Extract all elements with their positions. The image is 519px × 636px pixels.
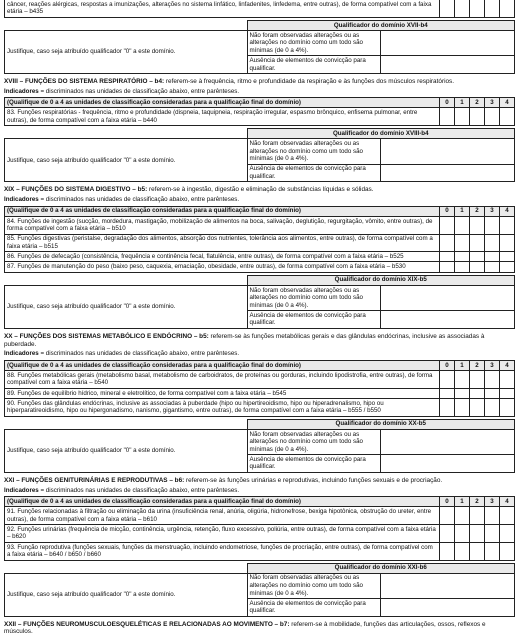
item-text: 84. Funções de ingestão (sucção, mordedura, mastigação, mobilização de alimentos na boca, salivação, deglutição, regurgitação, vômito, entre outras), de forma compatível com a faixa etária – b510 xyxy=(5,216,440,234)
score-cell[interactable] xyxy=(485,234,500,252)
item-text: 87. Funções de manutenção do peso (baixo peso, caquexia, emaciação, obesidade, entre outras), de forma compatível com a faixa etária – b530 xyxy=(5,262,440,272)
score-cell[interactable] xyxy=(500,262,515,272)
domain-section xyxy=(4,78,515,182)
score-cell[interactable] xyxy=(485,262,500,272)
option-checkbox[interactable] xyxy=(381,598,515,616)
score-cell[interactable] xyxy=(485,108,500,126)
score-header: 4 xyxy=(500,206,515,216)
sections-container xyxy=(4,78,515,617)
option-no-evidence[interactable]: Ausência de elementos de convicção para qualificar. xyxy=(247,56,381,74)
score-cell[interactable] xyxy=(485,542,500,560)
score-cell[interactable] xyxy=(470,542,485,560)
score-header: 4 xyxy=(500,98,515,108)
score-cell[interactable] xyxy=(440,262,455,272)
option-checkbox[interactable] xyxy=(381,30,515,55)
table-row xyxy=(5,234,515,252)
score-cell[interactable] xyxy=(455,0,470,17)
score-header: 2 xyxy=(470,360,485,370)
classification-table xyxy=(4,97,515,126)
table-row xyxy=(5,398,515,416)
score-header: 1 xyxy=(455,497,470,507)
score-cell[interactable] xyxy=(455,371,470,389)
score-cell[interactable] xyxy=(500,398,515,416)
option-no-alterations[interactable]: Não foram observadas alterações ou as alterações no domínio como um todo são mínimas (de 0 a 4%). xyxy=(247,573,381,598)
score-cell[interactable] xyxy=(485,0,500,17)
score-cell[interactable] xyxy=(455,262,470,272)
item-text: 85. Funções digestivas (peristalse, degradação dos alimentos, absorção dos nutrientes, tolerância aos alimentos, entre outras), de forma compatível com a faixa etária – b515 xyxy=(5,234,440,252)
justify-label: Justifique, caso seja atribuído qualificador "0" a este domínio. xyxy=(5,285,248,328)
score-header: 4 xyxy=(500,497,515,507)
score-cell[interactable] xyxy=(455,507,470,525)
domain-section xyxy=(4,477,515,617)
score-cell[interactable] xyxy=(500,252,515,262)
score-cell[interactable] xyxy=(500,371,515,389)
option-no-alterations[interactable]: Não foram observadas alterações ou as alterações no domínio como um todo são mínimas (de 0 a 4%). xyxy=(247,30,381,55)
qualifier-title: Qualificador do domínio XVII-b4 xyxy=(247,20,515,30)
score-cell[interactable] xyxy=(455,388,470,398)
domain-section xyxy=(4,333,515,473)
option-checkbox[interactable] xyxy=(381,429,515,454)
score-cell[interactable] xyxy=(455,542,470,560)
qualifier-table xyxy=(4,563,515,617)
classification-table xyxy=(4,206,515,273)
table-row xyxy=(5,262,515,272)
score-cell[interactable] xyxy=(485,507,500,525)
score-cell[interactable] xyxy=(440,525,455,543)
score-cell[interactable] xyxy=(500,234,515,252)
score-header: 0 xyxy=(440,98,455,108)
score-cell[interactable] xyxy=(485,388,500,398)
score-cell[interactable] xyxy=(470,525,485,543)
table-row xyxy=(5,542,515,560)
indicators-line: Indicadores = discriminados nas unidades de classificação abaixo, entre parênteses. xyxy=(4,486,240,494)
score-cell[interactable] xyxy=(500,216,515,234)
score-header: 2 xyxy=(470,497,485,507)
qualifier-table xyxy=(4,275,515,329)
score-cell[interactable] xyxy=(470,0,485,17)
table-header xyxy=(5,98,515,108)
indicators-line: Indicadores = discriminados nas unidades de classificação abaixo, entre parênteses. xyxy=(4,350,240,358)
table-row xyxy=(5,525,515,543)
option-no-alterations[interactable]: Não foram observadas alterações ou as alterações no domínio como um todo são mínimas (de 0 a 4%). xyxy=(247,429,381,454)
score-cell[interactable] xyxy=(440,216,455,234)
item-text: 93. Função reprodutiva (funções sexuais, funções da menstruação, incluindo endometriose, funções de procriação, entre outras), de forma compatível com a faixa etária – b640 / b650 / b660 xyxy=(5,542,440,560)
qualifier-table xyxy=(4,128,515,182)
score-header: 1 xyxy=(455,98,470,108)
option-checkbox[interactable] xyxy=(381,139,515,164)
score-header: 4 xyxy=(500,360,515,370)
score-cell[interactable] xyxy=(470,388,485,398)
score-cell[interactable] xyxy=(455,234,470,252)
section-title: XIX – FUNÇÕES DO SISTEMA DIGESTIVO – b5: referem-se à ingestão, digestão e eliminação de substâncias líquidas e sólidas. xyxy=(4,186,374,194)
score-header: 1 xyxy=(455,360,470,370)
justify-label: Justifique, caso seja atribuído qualificador "0" a este domínio. xyxy=(5,139,248,182)
score-cell[interactable] xyxy=(470,507,485,525)
item-text: 91. Funções relacionadas à filtração ou eliminação da urina (insuficiência renal, anúria, oligúria, hidronefrose, bexiga hipotônica, obstrução do ureter, entre outras), de forma compatível com a faixa etária – b610 xyxy=(5,507,440,525)
option-no-evidence[interactable]: Ausência de elementos de convicção para qualificar. xyxy=(247,455,381,473)
score-cell[interactable] xyxy=(500,525,515,543)
option-checkbox[interactable] xyxy=(381,285,515,310)
score-cell[interactable] xyxy=(485,252,500,262)
classification-table xyxy=(4,360,515,417)
option-checkbox[interactable] xyxy=(381,164,515,182)
score-cell[interactable] xyxy=(500,388,515,398)
item-text: 90. Funções das glândulas endócrinas, inclusive as associadas à puberdade (hipo ou hipertireoidismo, hipo ou hiperadrenalismo, hipo ou hiperparatireoidismo, hipo ou hipergonadismo, nanismo, gigantismo, entre outras), de forma compatível com a faixa etária – b555 / b550 xyxy=(5,398,440,416)
section-title: XVIII – FUNÇÕES DO SISTEMA RESPIRATÓRIO – b4: referem-se à frequência, ritmo e profundidade da respiração e às funções dos músculos respiratórios. xyxy=(4,77,455,85)
item-text: 88. Funções metabólicas gerais (metabolismo basal, metabolismo de carboidratos, de proteínas ou gorduras, incluindo lipodistrofia, entre outras), de forma compatível com a faixa etária – b540 xyxy=(5,371,440,389)
table-header xyxy=(5,360,515,370)
score-cell[interactable] xyxy=(485,398,500,416)
score-cell[interactable] xyxy=(500,542,515,560)
item-text: 83. Funções respiratórias - frequência, ritmo e profundidade (dispneia, taquipneia, respiração irregular, espasmo brônquico, enfisema pulmonar, entre outras), de forma compatível com a faixa etária – b440 xyxy=(5,108,440,126)
qualifier-table xyxy=(4,419,515,473)
score-cell[interactable] xyxy=(485,371,500,389)
score-cell[interactable] xyxy=(470,262,485,272)
qualifier-table xyxy=(4,20,515,74)
qualifier-title: Qualificador do domínio XIX-b5 xyxy=(247,275,515,285)
item-text: 92. Funções urinárias (frequência de micção, continência, urgência, retenção, fluxo excessivo, poliúria, entre outras), de forma compatível com a faixa etária – b620 xyxy=(5,525,440,543)
table-row xyxy=(5,216,515,234)
justify-label: Justifique, caso seja atribuído qualificador "0" a este domínio. xyxy=(5,30,248,73)
qualifier-title: Qualificador do domínio XXI-b6 xyxy=(247,563,515,573)
justify-label: Justifique, caso seja atribuído qualificador "0" a este domínio. xyxy=(5,429,248,472)
classification-table xyxy=(4,496,515,560)
score-header: 3 xyxy=(485,98,500,108)
score-cell[interactable] xyxy=(470,108,485,126)
score-cell[interactable] xyxy=(440,542,455,560)
indicators-line: Indicadores = discriminados nas unidades de classificação abaixo, entre parênteses. xyxy=(4,87,240,95)
option-checkbox[interactable] xyxy=(381,311,515,329)
option-checkbox[interactable] xyxy=(381,573,515,598)
option-no-alterations[interactable]: Não foram observadas alterações ou as alterações no domínio como um todo são mínimas (de 0 a 4%). xyxy=(247,285,381,310)
score-cell[interactable] xyxy=(485,216,500,234)
item-text: câncer, reações alérgicas, respostas a imunizações, alterações no sistema linfático, linfadenites, linfedema, entre outras), de forma compatível com a faixa etária – b435 xyxy=(5,0,440,17)
item-text: 89. Funções de equilíbrio hídrico, mineral e eletrolítico, de forma compatível com a faixa etária – b545 xyxy=(5,388,440,398)
score-header: 3 xyxy=(485,360,500,370)
score-cell[interactable] xyxy=(440,234,455,252)
table-row xyxy=(5,252,515,262)
score-cell[interactable] xyxy=(440,398,455,416)
table-header-label: (Qualifique de 0 a 4 as unidades de classificação consideradas para a qualificação final do domínio) xyxy=(5,206,440,216)
option-no-evidence[interactable]: Ausência de elementos de convicção para qualificar. xyxy=(247,164,381,182)
score-cell[interactable] xyxy=(500,108,515,126)
table-header-label: (Qualifique de 0 a 4 as unidades de classificação consideradas para a qualificação final do domínio) xyxy=(5,98,440,108)
table-row xyxy=(5,371,515,389)
score-cell[interactable] xyxy=(440,371,455,389)
score-header: 2 xyxy=(470,98,485,108)
score-cell[interactable] xyxy=(470,371,485,389)
table-row xyxy=(5,108,515,126)
score-cell[interactable] xyxy=(440,252,455,262)
section-title: XXII – FUNÇÕES NEUROMUSCULOESQUELÉTICAS E RELACIONADAS AO MOVIMENTO – b7: referem-se à mobilidade, funções das articulações, ossos, reflexos e músculos. xyxy=(4,620,486,636)
score-cell[interactable] xyxy=(455,216,470,234)
score-header: 0 xyxy=(440,497,455,507)
score-cell[interactable] xyxy=(440,108,455,126)
score-cell[interactable] xyxy=(470,252,485,262)
score-cell[interactable] xyxy=(455,108,470,126)
score-cell[interactable] xyxy=(485,525,500,543)
score-cell[interactable] xyxy=(455,398,470,416)
domain-section xyxy=(4,186,515,328)
score-cell[interactable] xyxy=(455,525,470,543)
continuation-table xyxy=(4,0,515,18)
score-header: 1 xyxy=(455,206,470,216)
table-header-label: (Qualifique de 0 a 4 as unidades de classificação consideradas para a qualificação final do domínio) xyxy=(5,497,440,507)
score-header: 3 xyxy=(485,206,500,216)
score-cell[interactable] xyxy=(500,507,515,525)
section-title: XX – FUNÇÕES DOS SISTEMAS METABÓLICO E ENDÓCRINO – b5: referem-se às funções metabólicas gerais e das glândulas endócrinas, inclusive as associadas à puberdade. xyxy=(4,332,485,348)
score-cell[interactable] xyxy=(440,507,455,525)
qualifier-title: Qualificador do domínio XX-b5 xyxy=(247,419,515,429)
qualifier-title: Qualificador do domínio XVIII-b4 xyxy=(247,129,515,139)
option-checkbox[interactable] xyxy=(381,56,515,74)
table-header xyxy=(5,497,515,507)
table-row xyxy=(5,388,515,398)
score-header: 0 xyxy=(440,360,455,370)
option-no-evidence[interactable]: Ausência de elementos de convicção para qualificar. xyxy=(247,311,381,329)
item-text: 86. Funções de defecação (consistência, frequência e continência fecal, flatulência, entre outras), de forma compatível com a faixa etária – b525 xyxy=(5,252,440,262)
score-cell[interactable] xyxy=(470,234,485,252)
score-header: 3 xyxy=(485,497,500,507)
table-header xyxy=(5,206,515,216)
score-cell[interactable] xyxy=(440,388,455,398)
option-checkbox[interactable] xyxy=(381,455,515,473)
option-no-alterations[interactable]: Não foram observadas alterações ou as alterações no domínio como um todo são mínimas (de 0 a 4%). xyxy=(247,139,381,164)
score-cell[interactable] xyxy=(470,216,485,234)
table-row xyxy=(5,0,515,17)
table-header-label: (Qualifique de 0 a 4 as unidades de classificação consideradas para a qualificação final do domínio) xyxy=(5,360,440,370)
table-row xyxy=(5,507,515,525)
score-header: 0 xyxy=(440,206,455,216)
option-no-evidence[interactable]: Ausência de elementos de convicção para qualificar. xyxy=(247,598,381,616)
justify-label: Justifique, caso seja atribuído qualificador "0" a este domínio. xyxy=(5,573,248,616)
score-cell[interactable] xyxy=(470,398,485,416)
score-cell[interactable] xyxy=(500,0,515,17)
section-title: XXI – FUNÇÕES GENITURINÁRIAS E REPRODUTIVAS – b6: referem-se às funções urinárias e reprodutivas, incluindo funções sexuais e de procriação. xyxy=(4,476,443,484)
indicators-line: Indicadores = discriminados nas unidades de classificação abaixo, entre parênteses. xyxy=(4,196,240,204)
score-header: 2 xyxy=(470,206,485,216)
score-cell[interactable] xyxy=(455,252,470,262)
score-cell[interactable] xyxy=(440,0,455,17)
